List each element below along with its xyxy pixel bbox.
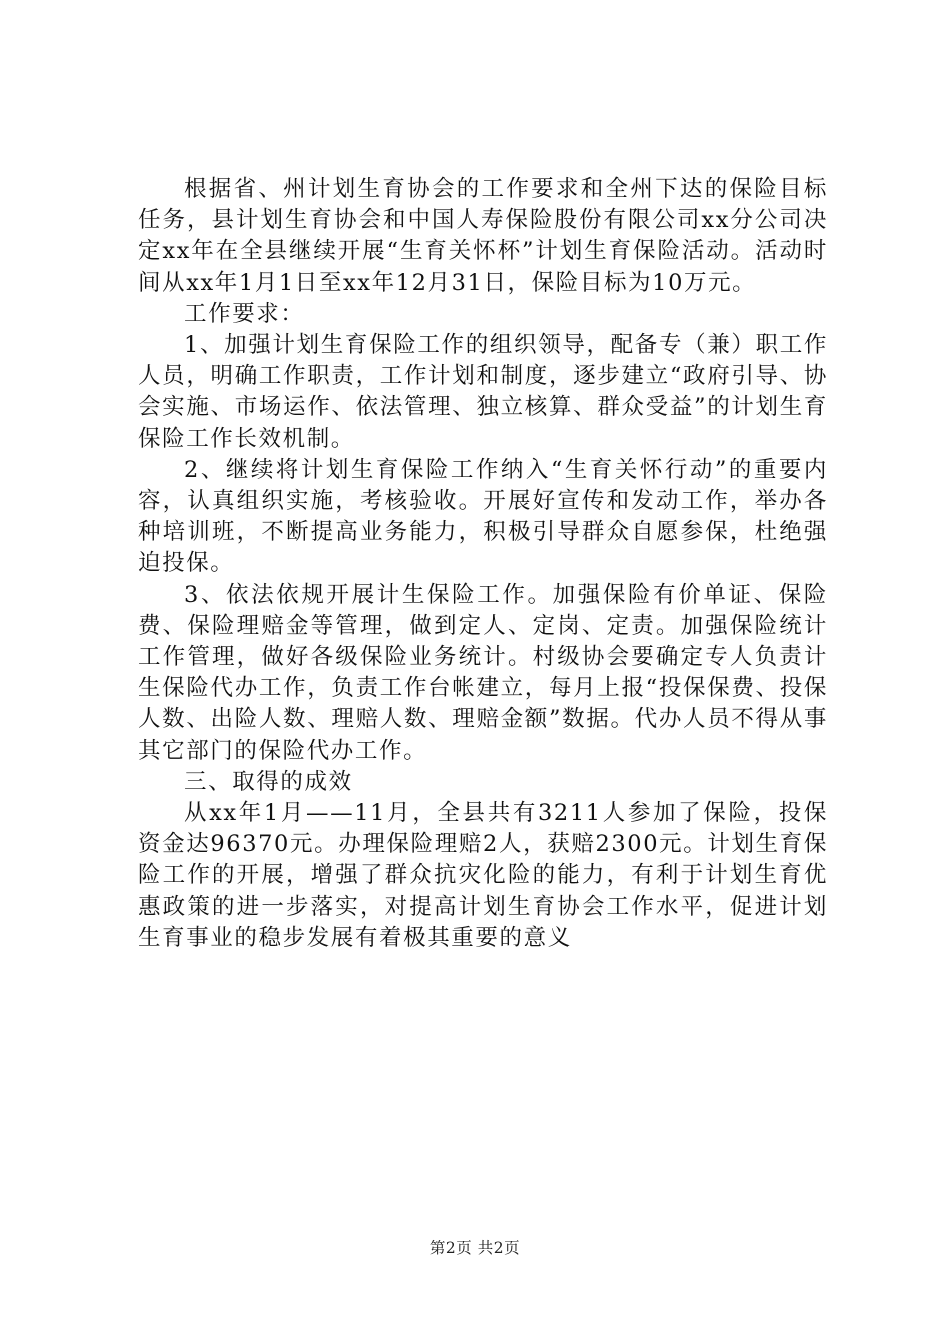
paragraph-requirement-1: 1、加强计划生育保险工作的组织领导，配备专（兼）职工作人员，明确工作职责，工作计划和制度，逐步建立“政府引导、协会实施、市场运作、依法管理、独立核算、群众受益”的计划生育保险工作长效机制。: [138, 332, 828, 452]
paragraph-results: 从xx年1月——11月，全县共有3211人参加了保险，投保资金达96370元。办理保险理赔2人，获赔2300元。计划生育保险工作的开展，增强了群众抗灾化险的能力，有利于计划生育优惠政策的进一步落实，对提高计划生育协会工作水平，促进计划生育事业的稳步发展有着极其重要的意义: [138, 800, 828, 951]
document-body: [138, 174, 828, 954]
heading-work-requirements: 工作要求：: [184, 300, 305, 327]
paragraph-requirement-3: 3、依法依规开展计生保险工作。加强保险有价单证、保险费、保险理赔金等管理，做到定人、定岗、定责。加强保险统计工作管理，做好各级保险业务统计。村级协会要确定专人负责计生保险代办工作，负责工作台帐建立，每月上报“投保保费、投保人数、出险人数、理赔人数、理赔金额”数据。代办人员不得从事其它部门的保险代办工作。: [138, 581, 828, 764]
heading-results: 三、取得的成效: [184, 768, 353, 795]
paragraph-intro: 根据省、州计划生育协会的工作要求和全州下达的保险目标任务，县计划生育协会和中国人寿保险股份有限公司xx分公司决定xx年在全县继续开展“生育关怀杯”计划生育保险活动。活动时间从xx年1月1日至xx年12月31日，保险目标为10万元。: [138, 176, 828, 296]
paragraph-requirement-2: 2、继续将计划生育保险工作纳入“生育关怀行动”的重要内容，认真组织实施，考核验收。开展好宣传和发动工作，举办各种培训班，不断提高业务能力，积极引导群众自愿参保，杜绝强迫投保。: [138, 456, 828, 577]
page-number-footer: 第2页 共2页: [429, 1239, 521, 1257]
